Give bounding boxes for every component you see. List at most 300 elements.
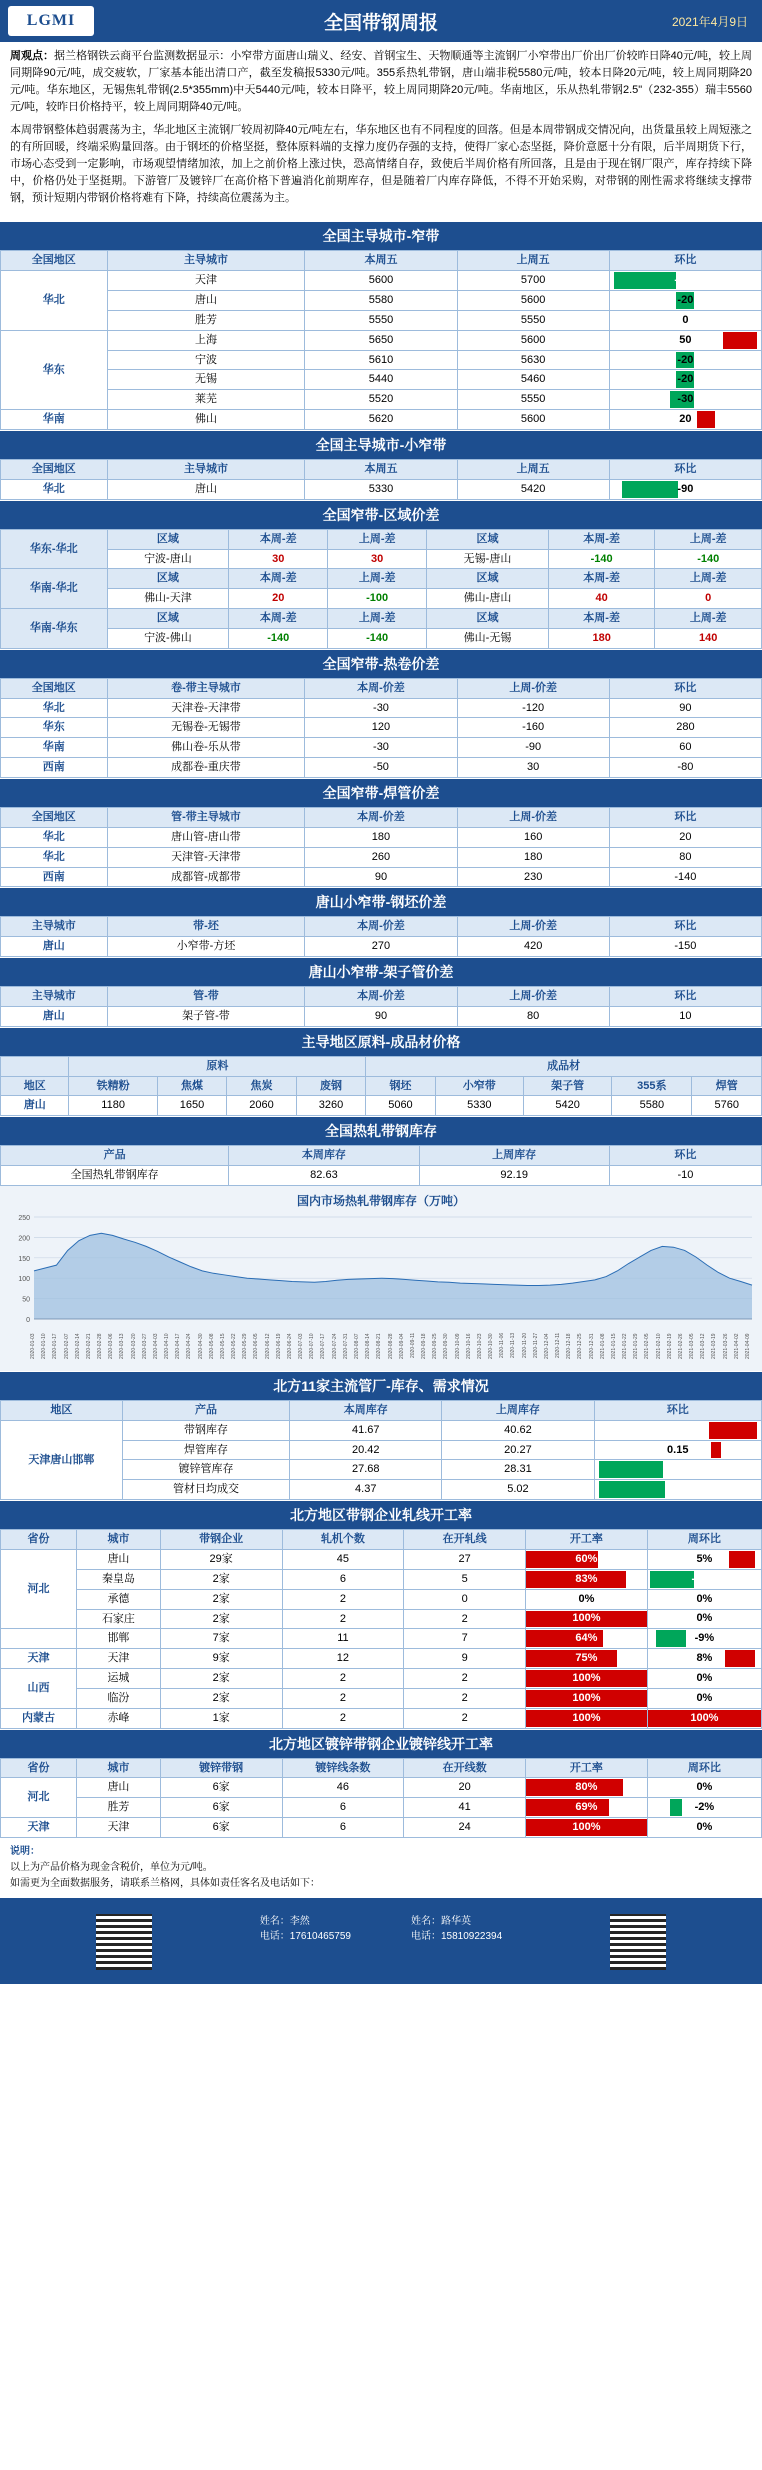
last-diff: 180 [457,847,609,867]
col-region: 地区 [1,1076,69,1096]
city-cell: 上海 [107,330,305,350]
last-week-cell: 5420 [457,479,609,499]
chart-x-tick: 2020-09-04 [398,1332,405,1359]
province-cell: 河北 [1,1550,77,1629]
col-this-diff: 本周-差 [229,569,328,589]
chart-x-tick: 2020-06-12 [264,1332,271,1359]
change-value: 10 [609,1006,761,1026]
col-wow: 周环比 [647,1758,761,1778]
this-diff: -30 [305,738,457,758]
table-row [1,310,762,330]
col-this-diff: 本周-价差 [305,987,457,1007]
this-inventory: 41.67 [290,1420,442,1440]
firms-cell: 7家 [160,1629,282,1649]
change-cell [609,291,761,311]
col-province: 省份 [1,1758,77,1778]
chart-x-tick: 2021-04-09 [745,1332,751,1359]
table-row [1,390,762,410]
lines-cell: 46 [282,1778,404,1798]
last-diff: -120 [457,698,609,718]
chart-x-tick: 2021-02-19 [666,1332,673,1359]
this-diff: 90 [305,1006,457,1026]
banner-north11: 北方11家主流管厂-库存、需求情况 [0,1371,762,1400]
value-cell: 5760 [692,1096,762,1116]
col-this-diff: 本周-价差 [305,678,457,698]
chart-x-tick: 2020-10-23 [476,1332,483,1359]
city-cell: 宁波 [107,350,305,370]
table-main-city-narrow [0,250,762,430]
wow-value: 5% [696,1552,713,1565]
this-diff: -30 [305,698,457,718]
col-last-week: 上周五 [457,460,609,480]
table-header-row [1,917,762,937]
firms-cell: 6家 [160,1798,282,1818]
wow-value: 0% [696,1781,713,1794]
open-lines-cell: 24 [404,1818,526,1838]
chart-x-tick: 2020-04-24 [186,1332,193,1359]
col-product: 产品 [122,1400,289,1420]
city-cell: 佛山 [107,410,305,430]
col-open-lines: 在开线数 [404,1758,526,1778]
wow-cell [647,1798,761,1818]
pair-label-2: 佛山-无锡 [427,628,549,648]
svg-text:50: 50 [22,1296,30,1304]
firms-cell: 6家 [160,1778,282,1798]
chart-x-tick: 2020-03-27 [141,1332,148,1359]
col-scrap: 废钢 [296,1076,365,1096]
last-diff-2: -140 [655,549,762,569]
lines-cell: 6 [282,1798,404,1818]
open-lines-cell: 41 [404,1798,526,1818]
chart-x-tick: 2020-10-30 [488,1332,495,1359]
chart-x-tick: 2021-01-22 [622,1332,629,1359]
svg-text:0: 0 [26,1316,30,1324]
group-label: 华东-华北 [1,529,108,569]
city-pair: 成都管-成都带 [107,867,305,887]
col-product: 产品 [1,1146,229,1166]
this-diff: 260 [305,847,457,867]
open-mills-cell: 2 [404,1708,526,1728]
col-this-inv: 本周库存 [229,1146,419,1166]
value-cell: 3260 [296,1096,365,1116]
last-week-cell: 5630 [457,350,609,370]
table-header-row [1,1076,762,1096]
change-cell [609,310,761,330]
chart-x-tick: 2020-09-25 [432,1332,439,1359]
last-inventory: 28.31 [442,1460,594,1480]
table-row [1,410,762,430]
last-diff-2: 140 [655,628,762,648]
col-coking-coal: 焦煤 [157,1076,226,1096]
this-diff-2: 40 [548,589,655,609]
last-diff: 30 [457,758,609,778]
last-inventory: 92.19 [419,1166,609,1186]
banner-tangshan-scaffold: 唐山小窄带-架子管价差 [0,957,762,986]
col-355-series: 355系 [612,1076,692,1096]
chart-x-tick: 2020-11-13 [510,1332,517,1359]
city-cell: 秦皇岛 [77,1569,161,1589]
table-row [1,1166,762,1186]
region-cell: 西南 [1,867,108,887]
page-title: 全国带钢周报 [323,12,438,34]
chart-x-tick: 2020-10-09 [454,1332,461,1359]
col-op-rate: 开工率 [526,1530,648,1550]
col-region: 全国地区 [1,251,108,271]
table-row [1,1708,762,1728]
chart-x-tick: 2020-04-03 [152,1332,159,1359]
table-header-row [1,987,762,1007]
chart-x-tick: 2020-11-27 [532,1332,539,1359]
chart-x-tick: 2020-02-07 [63,1332,70,1359]
chart-x-tick: 2020-09-11 [409,1332,416,1359]
svg-text:100: 100 [18,1276,30,1284]
chart-x-tick: 2020-04-17 [175,1332,182,1359]
this-week-cell: 5650 [305,330,457,350]
chart-x-tick: 2021-01-08 [599,1332,606,1359]
op-rate-cell [526,1778,648,1798]
wow-value: 0% [696,1821,713,1834]
col-change: 环比 [609,251,761,271]
wow-cell [647,1609,761,1629]
this-week-cell: 5550 [305,310,457,330]
op-rate-cell [526,1649,648,1669]
chart-x-tick: 2020-02-28 [97,1332,104,1359]
group-label: 华南-华北 [1,569,108,609]
op-rate-cell [526,1708,648,1728]
this-diff: -50 [305,758,457,778]
change-value: 0.15 [667,1443,689,1456]
chart-x-tick: 2020-07-31 [342,1332,349,1359]
col-city: 主导城市 [107,460,305,480]
open-mills-cell: 2 [404,1688,526,1708]
value-cell: 2060 [227,1096,296,1116]
wow-value: 0% [696,1612,713,1625]
col-group-empty [1,1056,69,1076]
mills-cell: 2 [282,1609,404,1629]
change-cell [609,370,761,390]
open-mills-cell: 7 [404,1629,526,1649]
intro-lead: 周观点： [10,50,55,62]
op-rate-value: 80% [575,1781,598,1794]
table-row [1,330,762,350]
change-value: -150 [609,937,761,957]
op-rate-cell [526,1609,648,1629]
wow-cell [647,1818,761,1838]
province-cell: 内蒙古 [1,1708,77,1728]
this-diff: 20 [229,589,328,609]
change-value: -0.65 [665,1483,691,1496]
change-cell [594,1460,761,1480]
table-header-row [1,807,762,827]
col-city: 主导城市 [107,251,305,271]
group-label: 华南-华东 [1,609,108,649]
col-last-diff: 上周-价差 [457,987,609,1007]
wow-cell [647,1649,761,1669]
this-diff: 120 [305,718,457,738]
qr-code-right [610,1914,666,1970]
op-rate-cell [526,1798,648,1818]
change-value: 60 [609,738,761,758]
chart-x-tick: 2020-06-24 [286,1332,293,1359]
region-cell: 华北 [1,271,108,331]
col-change: 环比 [609,460,761,480]
table-row [1,847,762,867]
firms-cell: 2家 [160,1569,282,1589]
col-last-diff: 上周-差 [328,529,427,549]
table-tangshan-billet [0,916,762,957]
table-row [1,350,762,370]
chart-x-tick: 2020-01-10 [41,1332,48,1359]
value-cell: 5330 [435,1096,523,1116]
region-cell: 唐山 [1,1096,69,1116]
intro-paragraph-1 [10,48,752,116]
value-cell: 5420 [523,1096,611,1116]
col-region-2: 区域 [427,569,549,589]
pair-label: 架子管-带 [107,1006,305,1026]
chart-x-tick: 2020-08-07 [353,1332,360,1359]
col-region-2: 区域 [427,529,549,549]
col-this-diff: 本周-差 [229,529,328,549]
contact-item [411,1912,502,1942]
table-row [1,718,762,738]
op-rate-value: 100% [572,1711,601,1724]
col-weld-pipe: 焊管 [692,1076,762,1096]
contact-phone: 电话：15810922394 [411,1930,503,1942]
chart-x-tick: 2020-03-20 [130,1332,137,1359]
chart-x-tick: 2020-05-29 [242,1332,249,1359]
col-region: 区域 [107,609,229,629]
chart-x-tick: 2020-03-13 [119,1332,126,1359]
table-row [1,867,762,887]
chart-x-tick: 2020-11-20 [521,1332,528,1359]
contact-item [260,1912,351,1942]
last-week-cell: 5550 [457,390,609,410]
col-city: 管-带主导城市 [107,807,305,827]
table-row [1,1649,762,1669]
open-mills-cell: 27 [404,1550,526,1570]
banner-tangshan-billet: 唐山小窄带-钢坯价差 [0,887,762,916]
this-diff: 270 [305,937,457,957]
this-inventory: 82.63 [229,1166,419,1186]
last-diff-2: 0 [655,589,762,609]
chart-x-tick: 2020-12-11 [555,1332,562,1359]
col-lines: 镀锌线条数 [282,1758,404,1778]
chart-x-tick: 2021-03-19 [711,1332,718,1359]
city-pair: 佛山卷-乐从带 [107,738,305,758]
table-header-row [1,569,762,589]
col-iron-powder: 铁精粉 [69,1076,157,1096]
value-cell: 1180 [69,1096,157,1116]
change-value: -20 [677,353,694,366]
city-pair: 天津卷-天津带 [107,698,305,718]
last-week-cell: 5700 [457,271,609,291]
table-row [1,549,762,569]
op-rate-value: 60% [575,1552,598,1565]
wow-cell [647,1550,761,1570]
chart-x-tick: 2020-02-14 [74,1332,81,1359]
region-cell: 天津唐山邯郸 [1,1420,123,1499]
svg-text:150: 150 [18,1255,30,1263]
table-row [1,1420,762,1440]
change-value: -10 [609,1166,761,1186]
table-row [1,589,762,609]
last-inventory: 5.02 [442,1480,594,1500]
firms-cell: 1家 [160,1708,282,1728]
change-value: -90 [677,482,694,495]
contact-name: 姓名：李然 [259,1915,310,1927]
col-last-diff-2: 上周-差 [655,569,762,589]
region-cell: 华北 [1,847,108,867]
firms-cell: 2家 [160,1589,282,1609]
col-region: 区域 [107,569,229,589]
table-row [1,1006,762,1026]
col-last-diff-2: 上周-差 [655,609,762,629]
city-cell: 运城 [77,1669,161,1689]
chart-x-axis-labels [6,1333,756,1369]
report-date: 2021年4月9日 [671,14,748,29]
op-rate-cell [526,1550,648,1570]
col-region: 地区 [1,1400,123,1420]
this-week-cell: 5610 [305,350,457,370]
chart-x-tick: 2020-05-08 [208,1332,215,1359]
pair-label-2: 佛山-唐山 [427,589,549,609]
change-value: 0 [682,313,689,326]
region-cell: 华东 [1,330,108,409]
col-change: 环比 [609,987,761,1007]
change-value: 280 [609,718,761,738]
col-change: 环比 [609,917,761,937]
wow-cell [647,1589,761,1609]
op-rate-cell [526,1569,648,1589]
col-city: 城市 [77,1758,161,1778]
col-firms: 镀锌带钢 [160,1758,282,1778]
op-rate-value: 100% [572,1691,601,1704]
city-cell: 唐山 [77,1778,161,1798]
op-rate-value: 69% [575,1801,598,1814]
region-cell: 华南 [1,738,108,758]
table-header-row [1,678,762,698]
table-galv-op-rate [0,1758,762,1838]
col-city: 主导城市 [1,987,108,1007]
value-cell: 5580 [612,1096,692,1116]
mills-cell: 2 [282,1688,404,1708]
table-row [1,1589,762,1609]
op-rate-value: 75% [575,1652,598,1665]
city-cell: 唐山 [107,291,305,311]
change-value: 90 [609,698,761,718]
op-rate-cell [526,1629,648,1649]
table-header-row [1,1530,762,1550]
last-diff: -160 [457,718,609,738]
col-this-inv: 本周库存 [290,1400,442,1420]
page-header [0,0,762,42]
city-cell: 天津 [107,271,305,291]
this-week-cell: 5620 [305,410,457,430]
svg-text:250: 250 [18,1214,30,1222]
col-last-inv: 上周库存 [419,1146,609,1166]
table-group-header-row [1,1056,762,1076]
chart-x-tick: 2020-04-10 [164,1332,171,1359]
firms-cell: 9家 [160,1649,282,1669]
op-rate-value: 100% [572,1821,601,1834]
wow-cell [647,1629,761,1649]
city-cell: 唐山 [1,1006,108,1026]
chart-x-tick: 2021-03-26 [722,1332,729,1359]
table-row [1,479,762,499]
banner-weld-pipe-diff: 全国窄带-焊管价差 [0,778,762,807]
change-cell [609,350,761,370]
value-cell: 1650 [157,1096,226,1116]
table-strip-op-rate [0,1529,762,1728]
table-row [1,1550,762,1570]
this-inventory: 4.37 [290,1480,442,1500]
chart-x-tick: 2021-02-10 [655,1332,662,1359]
last-inventory: 20.27 [442,1440,594,1460]
this-diff: 30 [229,549,328,569]
region-cell: 华北 [1,698,108,718]
table-region-price-diff [0,529,762,649]
table-header-row [1,529,762,549]
col-coke: 焦炭 [227,1076,296,1096]
table-raw-material [0,1056,762,1117]
table-row [1,370,762,390]
chart-x-tick: 2020-03-06 [108,1332,115,1359]
chart-x-tick: 2020-01-03 [30,1332,36,1359]
wow-value: 100% [690,1711,719,1724]
col-this-diff: 本周-价差 [305,807,457,827]
change-cell [594,1440,761,1460]
col-op-rate: 开工率 [526,1758,648,1778]
last-diff: -100 [328,589,427,609]
table-header-row [1,460,762,480]
col-city: 卷-带主导城市 [107,678,305,698]
city-pair: 无锡卷-无锡带 [107,718,305,738]
op-rate-value: 64% [575,1632,598,1645]
chart-x-tick: 2021-04-02 [733,1332,740,1359]
table-row [1,1818,762,1838]
pair-label: 小窄带-方坯 [107,937,305,957]
chart-x-tick: 2020-10-16 [465,1332,472,1359]
product-cell: 带钢库存 [122,1420,289,1440]
last-week-cell: 5600 [457,291,609,311]
chart-x-tick: 2020-01-17 [52,1332,59,1359]
province-cell: 天津 [1,1649,77,1669]
city-cell: 胜芳 [107,310,305,330]
chart-x-tick: 2020-06-05 [253,1332,260,1359]
mills-cell: 2 [282,1589,404,1609]
table-header-row [1,251,762,271]
svg-text:200: 200 [18,1235,30,1243]
banner-raw-material: 主导地区原料-成品材价格 [0,1027,762,1056]
open-lines-cell: 20 [404,1778,526,1798]
col-change: 环比 [594,1400,761,1420]
chart-x-tick: 2020-09-18 [421,1332,428,1359]
change-value: 80 [609,847,761,867]
op-rate-value: 100% [572,1672,601,1684]
table-main-city-small-narrow [0,459,762,500]
table-north11 [0,1400,762,1500]
table-row [1,1669,762,1689]
last-week-cell: 5600 [457,410,609,430]
wow-value: -9% [694,1632,715,1645]
wow-value: -17% [691,1572,718,1585]
change-value: -0.63 [665,1463,691,1476]
col-change: 环比 [609,1146,761,1166]
chart-x-tick: 2021-03-12 [700,1332,707,1359]
table-header-row [1,609,762,629]
region-cell: 华北 [1,827,108,847]
table-header-row [1,1146,762,1166]
